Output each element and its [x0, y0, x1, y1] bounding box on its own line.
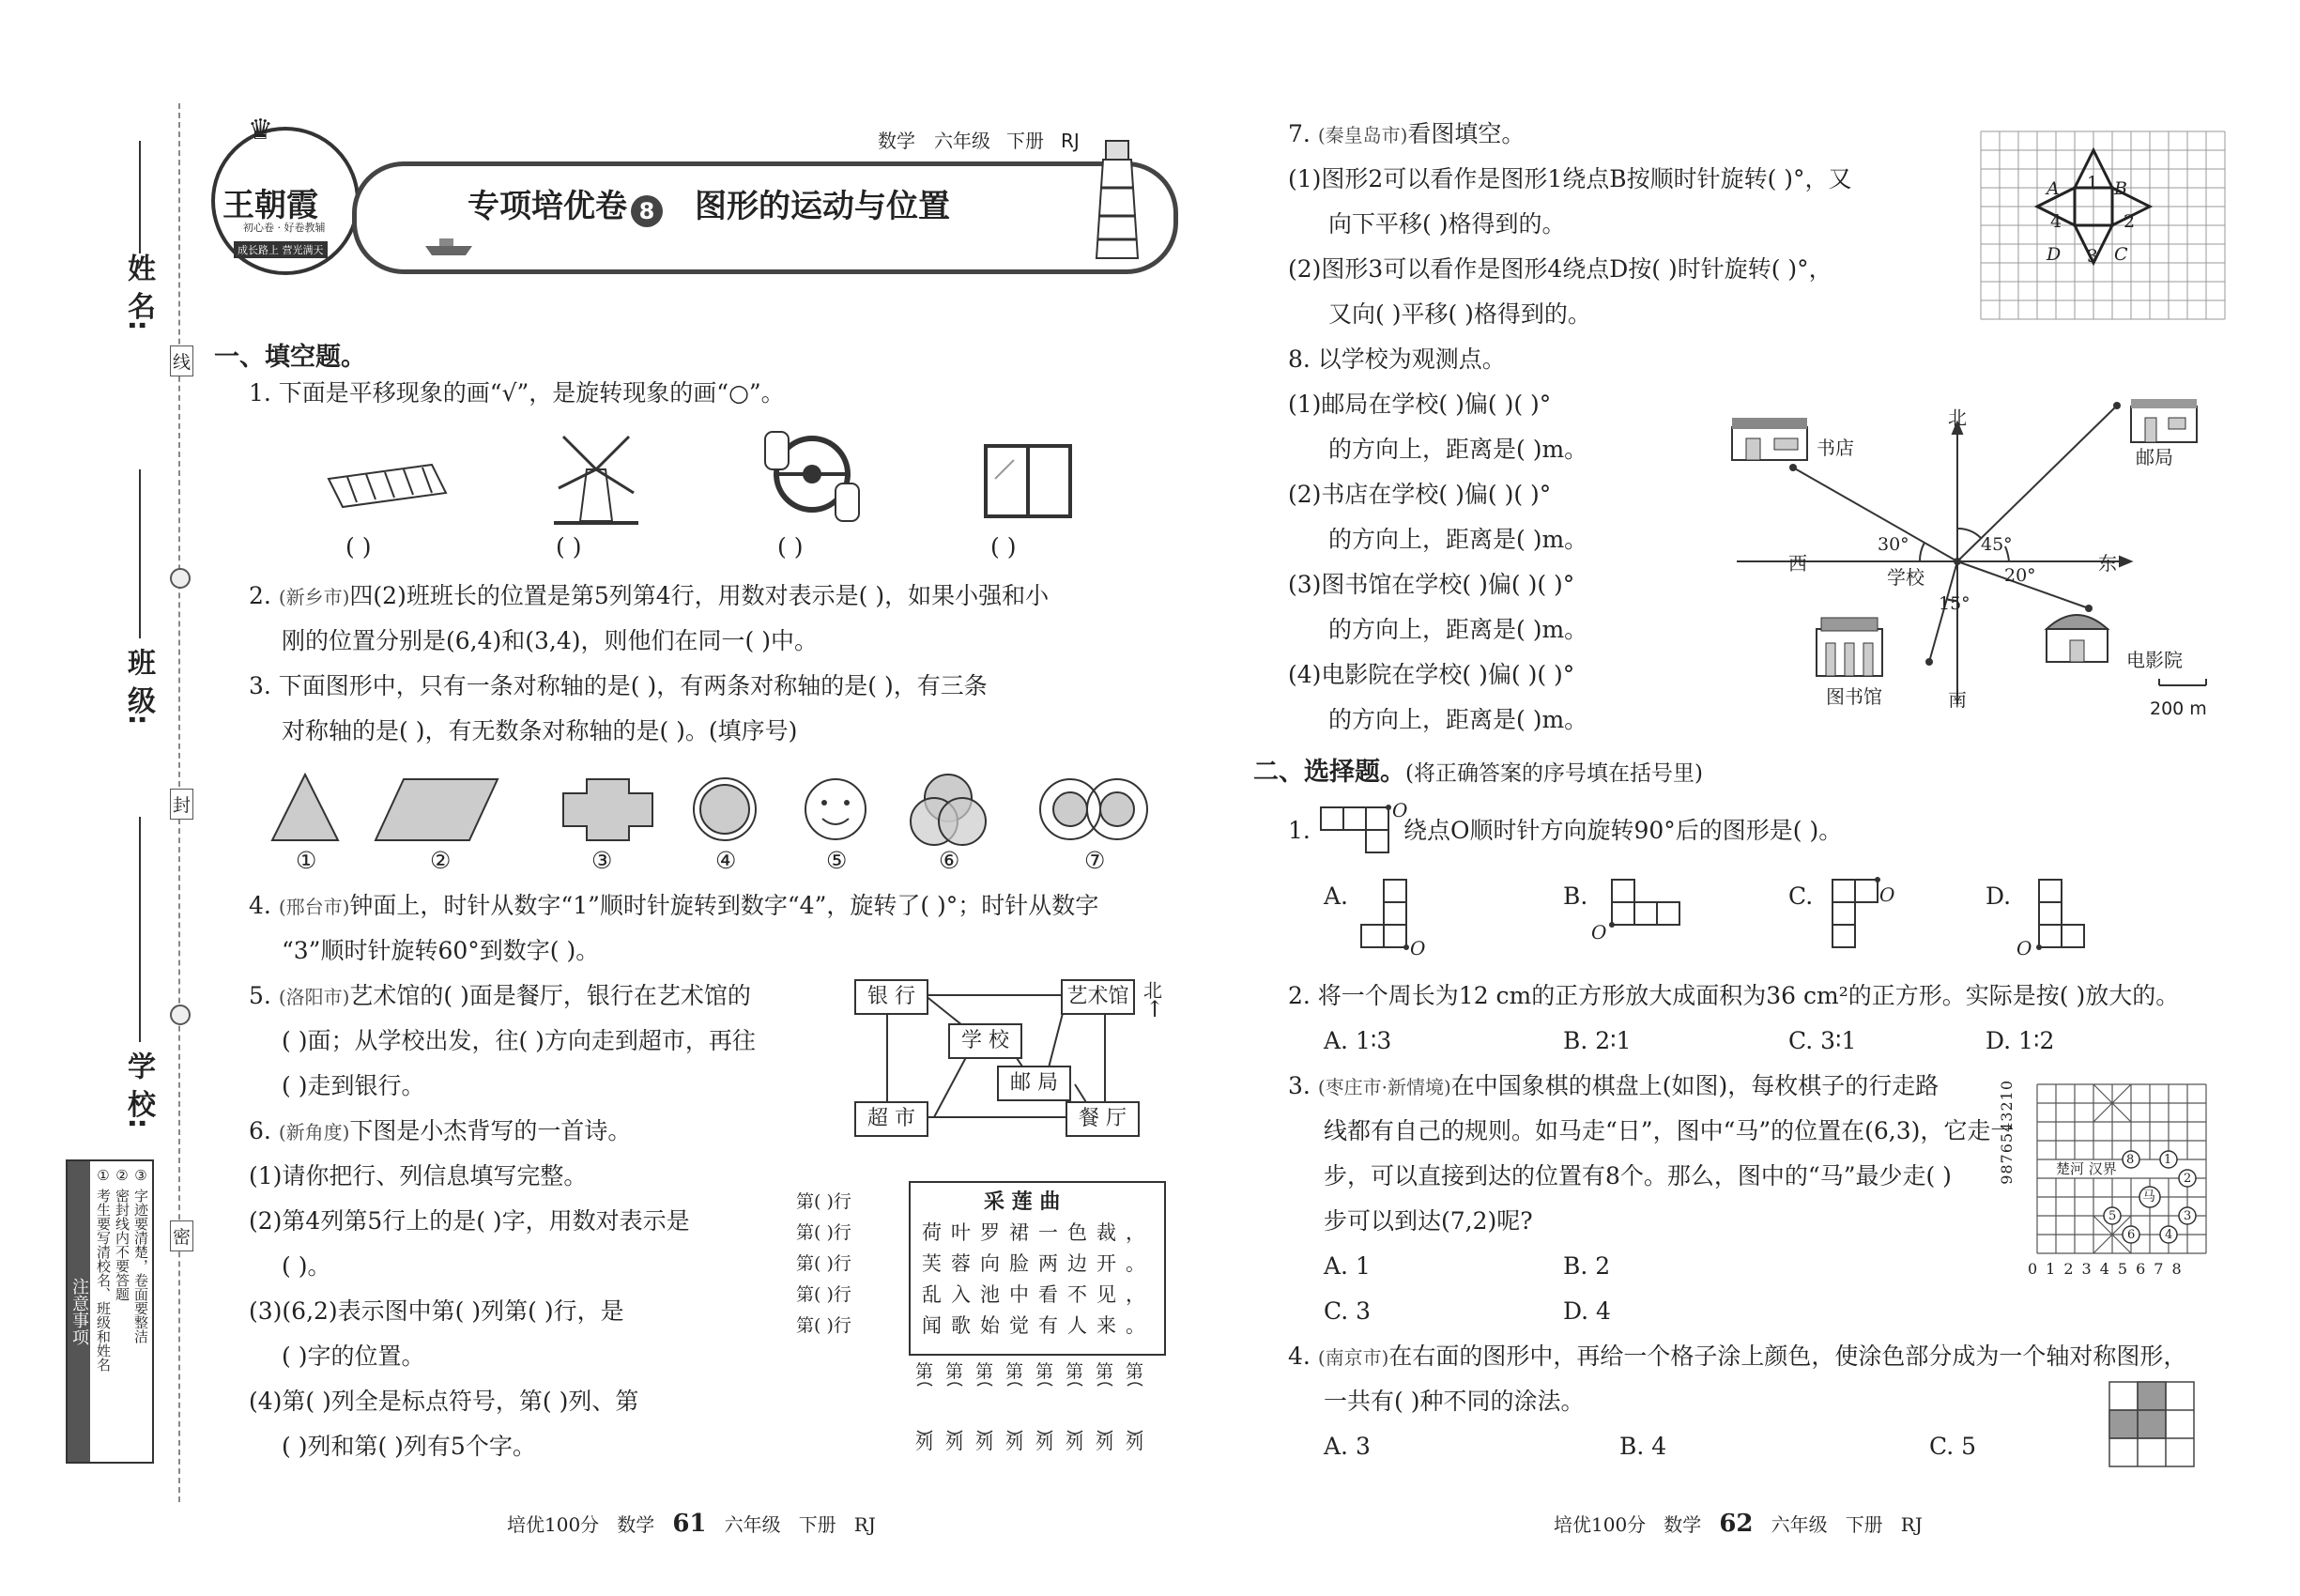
col-label-top: 第 [1126, 1361, 1144, 1382]
q7-part2a: (2)图形3可以看作是图形4绕点D按( )时针旋转( )°， [1288, 255, 1832, 283]
q6-line1: 6. (新角度)下图是小杰背写的一首诗。 [249, 1117, 632, 1144]
school-label: 学 校: [122, 1051, 155, 1129]
col-label-top: 第 [945, 1361, 964, 1382]
c4-source: (南京市) [1317, 1346, 1389, 1369]
page-number: 62 [1719, 1510, 1754, 1538]
q7-part1a: (1)图形2可以看作是图形1绕点B按顺时针旋转( )°，又 [1288, 165, 1852, 192]
cross-shape [563, 779, 652, 840]
smiley-shape [805, 779, 866, 839]
angle-30: 30° [1878, 534, 1909, 555]
steering-wheel-icon [760, 427, 864, 526]
section2-heading [1253, 751, 1703, 788]
windmill-icon [544, 427, 648, 530]
map-south: 南 [1948, 688, 1967, 711]
ship-icon [421, 235, 477, 258]
ring-shape [700, 785, 749, 834]
q8-item2a: (2)书店在学校( )偏( )( )° [1288, 481, 1552, 508]
col-label-bottom: 列 [1096, 1433, 1114, 1453]
footer-right [1554, 1510, 1923, 1538]
q6-text: 下图是小杰背写的一首诗。 [349, 1117, 632, 1144]
col-label-bottom: 列 [1066, 1433, 1084, 1453]
lighthouse-icon [1080, 131, 1155, 263]
q8-item1a: (1)邮局在学校( )偏( )( )° [1288, 391, 1552, 418]
q8-item2b: 的方向上，距离是( )m。 [1328, 526, 1588, 553]
q4-line2: “3”顺时针旋转60°到数字( )。 [282, 937, 600, 964]
q8-item4b: 的方向上，距离是( )m。 [1328, 706, 1588, 733]
q8-item4a: (4)电影院在学校( )偏( )( )° [1288, 661, 1575, 688]
q8-item3a: (3)图书馆在学校( )偏( )( )° [1288, 571, 1575, 598]
footer-grade: 六年级 [1771, 1513, 1828, 1536]
poem-row-label[interactable]: 第( )行 [796, 1315, 851, 1336]
abacus-icon [319, 441, 451, 516]
footer-edition: RJ [1900, 1513, 1923, 1536]
c2-option-d[interactable]: D. 1∶2 [1986, 1027, 2055, 1054]
q7-point-b: B [2114, 178, 2127, 199]
board-y-axis: 9876543210 [1998, 1080, 2016, 1185]
q3-line1: 3. 下面图形中，只有一条对称轴的是( )，有两条对称轴的是( )，有三条 [249, 672, 988, 699]
c1-option-d-figure [2037, 878, 2103, 953]
c2-text: 2. 将一个周长为12 cm的正方形放大成面积为36 cm²的正方形。实际是按( )放大的。 [1288, 982, 2180, 1009]
c1-point-o: O [1392, 799, 1408, 821]
c3-option-d[interactable]: D. 4 [1563, 1297, 1611, 1325]
q1-blank[interactable]: ( ) [556, 533, 582, 560]
q7-figure-4: 4 [2050, 211, 2062, 232]
library-building-icon [1807, 610, 1892, 681]
q7-grid [1981, 131, 2225, 319]
q8-text: 8. 以学校为观测点。 [1288, 345, 1506, 373]
q6-part3a: (3)(6,2)表示图中第( )列第( )行，是 [249, 1297, 624, 1325]
q5-line3: ( )走到银行。 [282, 1072, 425, 1099]
c3-line1: 3. (枣庄市·新情境)在中国象棋的棋盘上(如图)，每枚棋子的行走路 [1288, 1072, 1940, 1099]
angle-15: 15° [1939, 593, 1970, 614]
col-label-bottom: 列 [1035, 1433, 1054, 1453]
footer-subject: 数学 [1664, 1513, 1702, 1536]
col-label-top: 第 [975, 1361, 994, 1382]
north-arrow-icon: ↑ [1145, 996, 1165, 1022]
col-label-top: 第 [1066, 1361, 1084, 1382]
c1-option-d[interactable]: D. [1986, 882, 2012, 910]
c4-option-c[interactable]: C. 5 [1929, 1433, 1977, 1460]
window-icon [981, 441, 1075, 521]
footer-grade: 六年级 [724, 1513, 781, 1536]
poem-line: 闻歌始觉有人来。 [922, 1314, 1155, 1337]
q5-line2: ( )面；从学校出发，往( )方向走到超市，再往 [282, 1027, 756, 1054]
c4-line2: 一共有( )种不同的涂法。 [1324, 1388, 1585, 1415]
q5-text: 艺术馆的( )面是餐厅，银行在艺术馆的 [349, 982, 751, 1009]
q8-item1b: 的方向上，距离是( )m。 [1328, 436, 1588, 463]
q2-text: 四(2)班班长的位置是第5列第4行，用数对表示是( )，如果小强和小 [349, 582, 1050, 609]
angle-20: 20° [2004, 565, 2036, 586]
q7-line0 [1288, 120, 1525, 149]
map-north-label: 北 [1143, 979, 1162, 1002]
q2-line2: 刚的位置分别是(6,4)和(3,4)，则他们在同一( )中。 [282, 627, 818, 654]
q1-text: 1. 下面是平移现象的画“√”，是旋转现象的画“○”。 [249, 379, 785, 407]
col-label-bottom: 列 [1005, 1433, 1024, 1453]
point-o-label: O [2016, 937, 2032, 959]
map-post: 邮局 [2136, 446, 2173, 468]
q6-part2a: (2)第4列第5行上的是( )字，用数对表示是 [249, 1207, 690, 1235]
double-ring-shape [1100, 792, 1134, 826]
notice-title: 注意事项 [68, 1161, 90, 1462]
board-mark: 5 [2108, 1209, 2117, 1223]
logo-caption: 初心卷 · 好卷教辅 [243, 222, 326, 234]
footer-edition: RJ [853, 1513, 876, 1536]
col-label-bottom: 列 [1126, 1433, 1144, 1453]
parallelogram-shape [376, 779, 498, 840]
map-school-center: 学校 [1887, 566, 1924, 589]
poem-line: 芙蓉向脸两边开。 [922, 1252, 1155, 1275]
c3-line2: 线都有自己的规则。如马走“日”，图中“马”的位置在(6,3)，它走一 [1324, 1117, 2015, 1144]
q7-point-c: C [2114, 244, 2128, 265]
board-mark: 2 [2184, 1172, 2192, 1186]
page-title: 图形的运动与位置 [695, 188, 950, 225]
q4-source: (邢台市) [278, 896, 350, 918]
tab-mi: 密 [170, 1220, 193, 1251]
tab-feng: 封 [170, 789, 193, 820]
q2-line1: 2. (新乡市)四(2)班班长的位置是第5列第4行，用数对表示是( )，如果小强和小 [249, 582, 1050, 609]
c2-option-b[interactable]: B. 2∶1 [1563, 1027, 1632, 1054]
header-term: 下册 [1006, 130, 1044, 152]
c4-grid-figure [2108, 1380, 2197, 1469]
q7-part2b: 又向( )平移( )格得到的。 [1328, 300, 1591, 328]
map-restaurant: 餐 厅 [1066, 1101, 1140, 1137]
class-field[interactable] [139, 469, 141, 638]
section2-note: (将正确答案的序号填在括号里) [1405, 761, 1703, 786]
map-cinema: 电影院 [2126, 649, 2183, 671]
map-scale: 200 m [2150, 698, 2207, 719]
col-label-bottom: 列 [975, 1433, 994, 1453]
c2-option-c[interactable]: C. 3∶1 [1788, 1027, 1857, 1054]
c3-option-c[interactable]: C. 3 [1324, 1297, 1372, 1325]
board-mark: 4 [2165, 1228, 2173, 1242]
notice-line: ② 密封线内不要答题 [114, 1167, 130, 1301]
q7-number: 7. [1288, 120, 1318, 147]
q5-source: (洛阳市) [278, 986, 350, 1008]
poem-row-label[interactable]: 第( )行 [796, 1222, 851, 1243]
section1-heading: 一、填空题。 [214, 343, 366, 372]
poem-title: 采 莲 曲 [984, 1189, 1061, 1214]
point-o-label: O [1410, 937, 1426, 959]
name-label: 姓 名: [122, 253, 155, 331]
bookstore-building-icon [1727, 408, 1812, 465]
logo-badge [211, 114, 360, 275]
point-o-label: O [1879, 883, 1895, 906]
header-grade: 六年级 [934, 130, 990, 152]
q3-label: ③ [591, 847, 613, 874]
footer-brand: 培优100分 [1554, 1513, 1647, 1536]
q6-part2b: ( )。 [282, 1252, 331, 1280]
poem-line: 乱入池中看不见， [922, 1283, 1155, 1306]
c3-text: 在中国象棋的棋盘上(如图)，每枚棋子的行走路 [1450, 1072, 1940, 1099]
poem-column-labels[interactable] [915, 1358, 1159, 1451]
poem-row-label[interactable]: 第( )行 [796, 1191, 851, 1212]
q4-line1: 4. (邢台市)钟面上，时针从数字“1”顺时针旋转到数字“4”，旋转了( )°；时针从数字 [249, 892, 1099, 919]
q4-text: 钟面上，时针从数字“1”顺时针旋转到数字“4”，旋转了( )°；时针从数字 [349, 892, 1099, 919]
col-label-bottom: 列 [945, 1433, 964, 1453]
q6-part3b: ( )字的位置。 [282, 1343, 425, 1370]
logo-brand: 王朝霞 [222, 187, 318, 224]
map-post-office: 邮 局 [997, 1066, 1071, 1101]
logo-motto: 成长路上 营光满天 [234, 241, 328, 258]
q1-blank[interactable]: ( ) [777, 533, 804, 560]
col-label-top: 第 [1005, 1361, 1024, 1382]
c3-line3: 步，可以直接到达的位置有8个。那么，图中的“马”最少走( ) [1324, 1162, 1952, 1189]
name-field[interactable] [139, 141, 141, 253]
board-mark: 1 [2164, 1153, 2172, 1167]
q7-point-d: D [2047, 244, 2062, 265]
c3-source: (枣庄市·新情境) [1317, 1076, 1451, 1098]
q1-blank[interactable]: ( ) [990, 533, 1017, 560]
q7-figure-3: 3 [2087, 246, 2099, 267]
q3-label: ⑦ [1084, 847, 1106, 874]
c3-option-b[interactable]: B. 2 [1563, 1252, 1611, 1280]
q5-line1: 5. (洛阳市)艺术馆的( )面是餐厅，银行在艺术馆的 [249, 982, 751, 1009]
board-mark: 8 [2126, 1153, 2135, 1167]
point-o-label: O [1591, 921, 1607, 944]
q6-part1: (1)请你把行、列信息填写完整。 [249, 1162, 588, 1189]
q7-part1b: 向下平移( )格得到的。 [1328, 210, 1566, 238]
notice-line: ① 考生要写清校名、班级和姓名 [95, 1167, 112, 1372]
c1-option-a[interactable]: A. [1324, 882, 1349, 910]
footer-term: 下册 [798, 1513, 836, 1536]
binding-hole-icon [170, 568, 191, 589]
map-east: 东 [2098, 552, 2117, 575]
header-edition: RJ [1061, 130, 1080, 152]
class-label: 班 级: [122, 648, 155, 726]
map-west: 西 [1788, 552, 1807, 575]
q3-label: ② [430, 847, 452, 874]
c1-text: 绕点O顺时针方向旋转90°后的图形是( )。 [1403, 817, 1843, 844]
c1-option-c[interactable]: C. [1788, 882, 1814, 910]
poem-row-label[interactable]: 第( )行 [796, 1253, 851, 1274]
crown-icon: ♛ [248, 114, 273, 146]
c3-line4: 步可以到达(7,2)呢? [1324, 1207, 1533, 1235]
c2-option-a[interactable]: A. 1∶3 [1324, 1027, 1392, 1054]
c4-option-b[interactable]: B. 4 [1619, 1433, 1667, 1460]
q3-label: ④ [715, 847, 737, 874]
c1-figure [1319, 806, 1399, 862]
col-label-top: 第 [915, 1361, 934, 1382]
triangle-shape [272, 775, 338, 840]
header-subject: 数学 [878, 130, 915, 152]
map-supermarket: 超 市 [854, 1101, 928, 1137]
notice-box [66, 1159, 154, 1464]
c4-line1: 4. (南京市)在右面的图形中，再给一个格子涂上颜色，使涂色部分成为一个轴对称图形， [1288, 1343, 2187, 1370]
col-label-top: 第 [1035, 1361, 1054, 1382]
horse-piece: 马 [2142, 1189, 2155, 1205]
board-river: 楚河 汉界 [2056, 1160, 2117, 1177]
col-label-top: 第 [1096, 1361, 1114, 1382]
footer-brand: 培优100分 [507, 1513, 600, 1536]
angle-45: 45° [1981, 534, 2013, 555]
footer-subject: 数学 [617, 1513, 655, 1536]
c1-option-b[interactable]: B. [1563, 882, 1588, 910]
c4-option-a[interactable]: A. 3 [1324, 1433, 1371, 1460]
q3-label: ① [296, 847, 317, 874]
c4-text: 在右面的图形中，再给一个格子涂上颜色，使涂色部分成为一个轴对称图形， [1388, 1343, 2187, 1370]
q3-shapes [263, 770, 1164, 864]
binding-hole-icon [170, 1005, 191, 1025]
q7-text: 看图填空。 [1407, 120, 1526, 147]
section2-title: 二、选择题。 [1253, 758, 1405, 787]
three-circles-shape [939, 798, 986, 845]
school-field[interactable] [139, 817, 141, 1042]
c1-option-b-figure [1610, 878, 1694, 934]
notice-line: ③ 字迹要清楚，卷面要整洁 [132, 1167, 149, 1343]
tab-xian: 线 [170, 345, 193, 376]
cinema-building-icon [2037, 601, 2117, 667]
title-number-badge: 8 [631, 195, 663, 227]
map-school: 学 校 [948, 1023, 1022, 1059]
map-art-museum: 艺术馆 [1061, 979, 1135, 1015]
q1-blank[interactable]: ( ) [345, 533, 372, 560]
poem-row-label[interactable]: 第( )行 [796, 1284, 851, 1305]
q3-label: ⑤ [826, 847, 848, 874]
col-label-bottom: 列 [915, 1433, 934, 1453]
q7-point-a: A [2047, 178, 2060, 199]
footer-left [507, 1510, 876, 1538]
q7-figure-1: 1 [2087, 173, 2099, 193]
q6-source: (新角度) [278, 1121, 350, 1143]
footer-term: 下册 [1845, 1513, 1883, 1536]
map-library: 图书馆 [1826, 685, 1882, 708]
page-number: 61 [672, 1510, 707, 1538]
q6-part4a: (4)第( )列全是标点符号，第( )列、第 [249, 1388, 639, 1415]
map-north: 北 [1948, 407, 1967, 429]
board-mark: 6 [2127, 1228, 2136, 1242]
q2-source: (新乡市) [278, 586, 350, 608]
q7-source: (秦皇岛市) [1317, 124, 1408, 146]
q6-part4b: ( )列和第( )列有5个字。 [282, 1433, 536, 1460]
c3-option-a[interactable]: A. 1 [1324, 1252, 1371, 1280]
board-x-axis: 012345678 [2028, 1260, 2190, 1278]
q7-figure-2: 2 [2124, 211, 2136, 232]
c1-number: 1. [1288, 817, 1311, 844]
board-mark: 3 [2184, 1209, 2192, 1223]
post-office-building-icon [2122, 390, 2206, 446]
poem-line: 荷叶罗裙一色裁， [922, 1221, 1155, 1244]
q3-label: ⑥ [939, 847, 960, 874]
q8-item3b: 的方向上，距离是( )m。 [1328, 616, 1588, 643]
title-prefix: 专项培优卷 [468, 188, 627, 225]
q3-line2: 对称轴的是( )，有无数条对称轴的是( )。(填序号) [282, 717, 798, 744]
map-bookstore: 书店 [1817, 437, 1854, 459]
map-bank: 银 行 [854, 979, 928, 1015]
